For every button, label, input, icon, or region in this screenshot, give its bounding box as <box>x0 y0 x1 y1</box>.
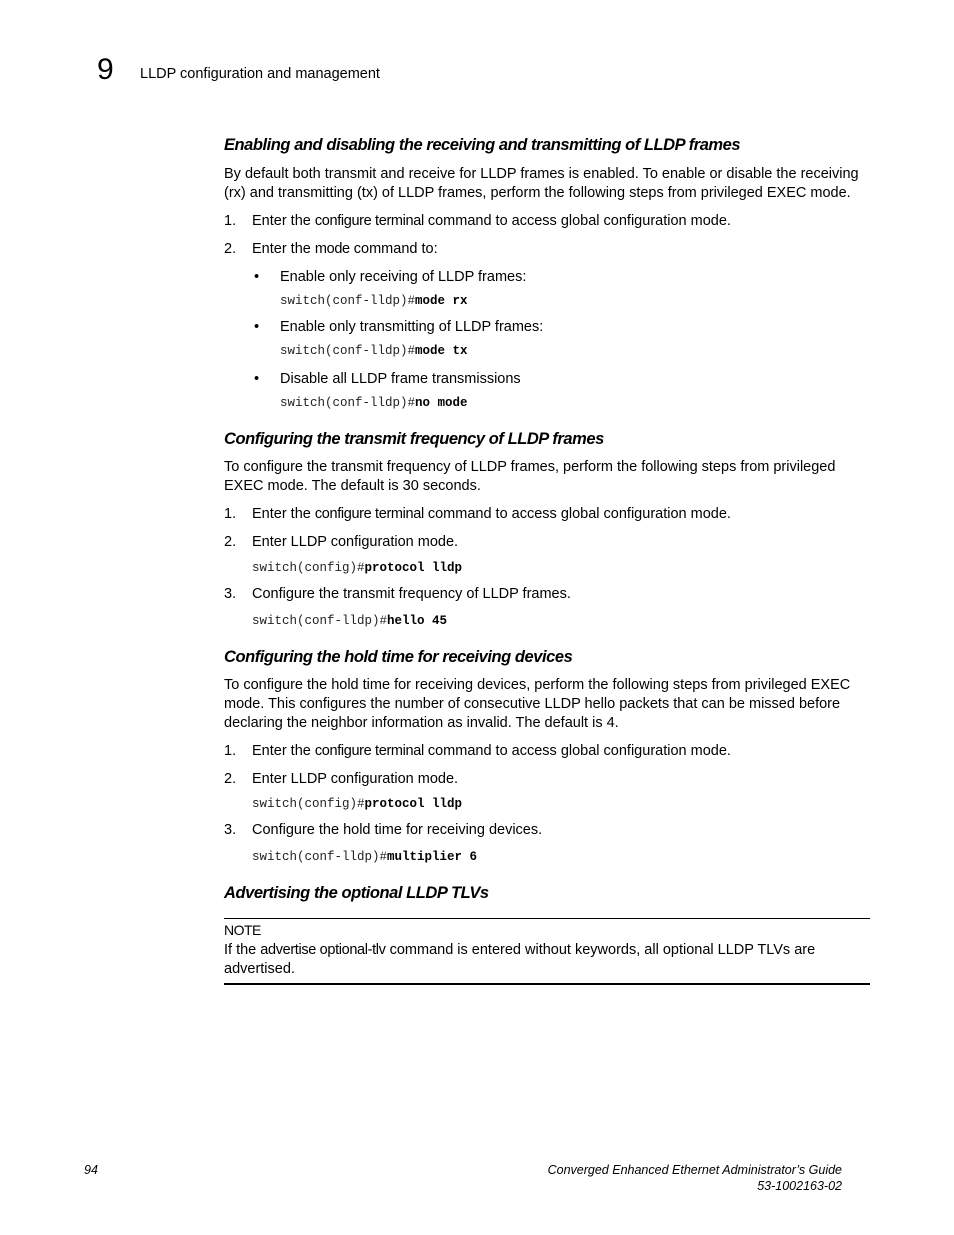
step-number: 2. <box>224 771 237 787</box>
step-item: 2. Enter LLDP configuration mode. <box>224 771 459 787</box>
section-heading-rx-tx: Enabling and disabling the receiving and transmitting of LLDP frames <box>224 136 741 154</box>
step-item: 1. Enter the configure terminal command to access global configuration mode. <box>224 506 731 522</box>
bullet-item: • Enable only transmitting of LLDP frames: <box>254 319 544 335</box>
note-label: NOTE <box>224 922 261 938</box>
section-intro: To configure the hold time for receiving devices, perform the following steps from privileged EXEC mode. This configures the number of consecutive LLDP hello packets that can be missed before declaring the neighbor information as invalid. The default is 4. <box>224 677 851 731</box>
step-number: 1. <box>224 506 237 522</box>
code-example: switch(conf-lldp)#hello 45 <box>252 614 448 628</box>
code-example: switch(config)#protocol lldp <box>252 561 463 575</box>
step-number: 3. <box>224 822 237 838</box>
section-intro: To configure the transmit frequency of LLDP frames, perform the following steps from privileged EXEC mode. The default is 30 seconds. <box>224 459 836 494</box>
chapter-number: 9 <box>97 53 114 86</box>
command-name: advertise optional-tlv <box>260 942 386 958</box>
step-item: 3. Configure the transmit frequency of LLDP frames. <box>224 586 571 602</box>
code-example: switch(conf-lldp)#mode rx <box>280 294 468 308</box>
section-intro: By default both transmit and receive for LLDP frames is enabled. To enable or disable the receiving (rx) and transmitting (tx) of LLDP frames, perform the following steps from privileged EXEC mode. <box>224 166 859 201</box>
command-name: configure terminal <box>314 743 424 759</box>
section-heading-transmit-frequency: Configuring the transmit frequency of LLDP frames <box>224 430 604 448</box>
page-content <box>224 134 870 985</box>
section-heading-optional-tlvs: Advertising the optional LLDP TLVs <box>224 884 489 902</box>
section-heading-hold-time: Configuring the hold time for receiving devices <box>224 648 573 666</box>
bullet-item: • Disable all LLDP frame transmissions <box>254 371 521 387</box>
step-number: 3. <box>224 586 237 602</box>
bullet-icon: • <box>254 319 260 335</box>
step-number: 2. <box>224 534 237 550</box>
step-item: 1. Enter the configure terminal command to access global configuration mode. <box>224 213 731 229</box>
bullet-icon: • <box>254 269 260 285</box>
code-example: switch(conf-lldp)#mode tx <box>280 344 468 358</box>
note-box <box>224 918 870 985</box>
command-name: configure terminal <box>314 506 424 522</box>
command-name: mode <box>314 241 350 257</box>
page-number: 94 <box>84 1163 98 1177</box>
step-item: 1. Enter the configure terminal command to access global configuration mode. <box>224 743 731 759</box>
step-number: 2. <box>224 241 237 257</box>
command-name: configure terminal <box>314 213 424 229</box>
bullet-item: • Enable only receiving of LLDP frames: <box>254 269 527 285</box>
footer-doc-info <box>548 1162 842 1194</box>
code-example: switch(conf-lldp)#multiplier 6 <box>252 850 478 864</box>
code-example: switch(conf-lldp)#no mode <box>280 396 468 410</box>
doc-title: Converged Enhanced Ethernet Administrator’s Guide <box>547 1163 842 1177</box>
bullet-icon: • <box>254 371 260 387</box>
note-text: If the advertise optional-tlv command is entered without keywords, all optional LLDP TLVs are advertised. <box>224 942 816 977</box>
step-number: 1. <box>224 213 237 229</box>
chapter-title: LLDP configuration and management <box>140 66 380 82</box>
step-number: 1. <box>224 743 237 759</box>
doc-number: 53-1002163-02 <box>757 1179 842 1193</box>
step-item: 3. Configure the hold time for receiving devices. <box>224 822 543 838</box>
step-item: 2. Enter LLDP configuration mode. <box>224 534 459 550</box>
code-example: switch(config)#protocol lldp <box>252 797 463 811</box>
step-item: 2. Enter the mode command to: <box>224 241 438 257</box>
